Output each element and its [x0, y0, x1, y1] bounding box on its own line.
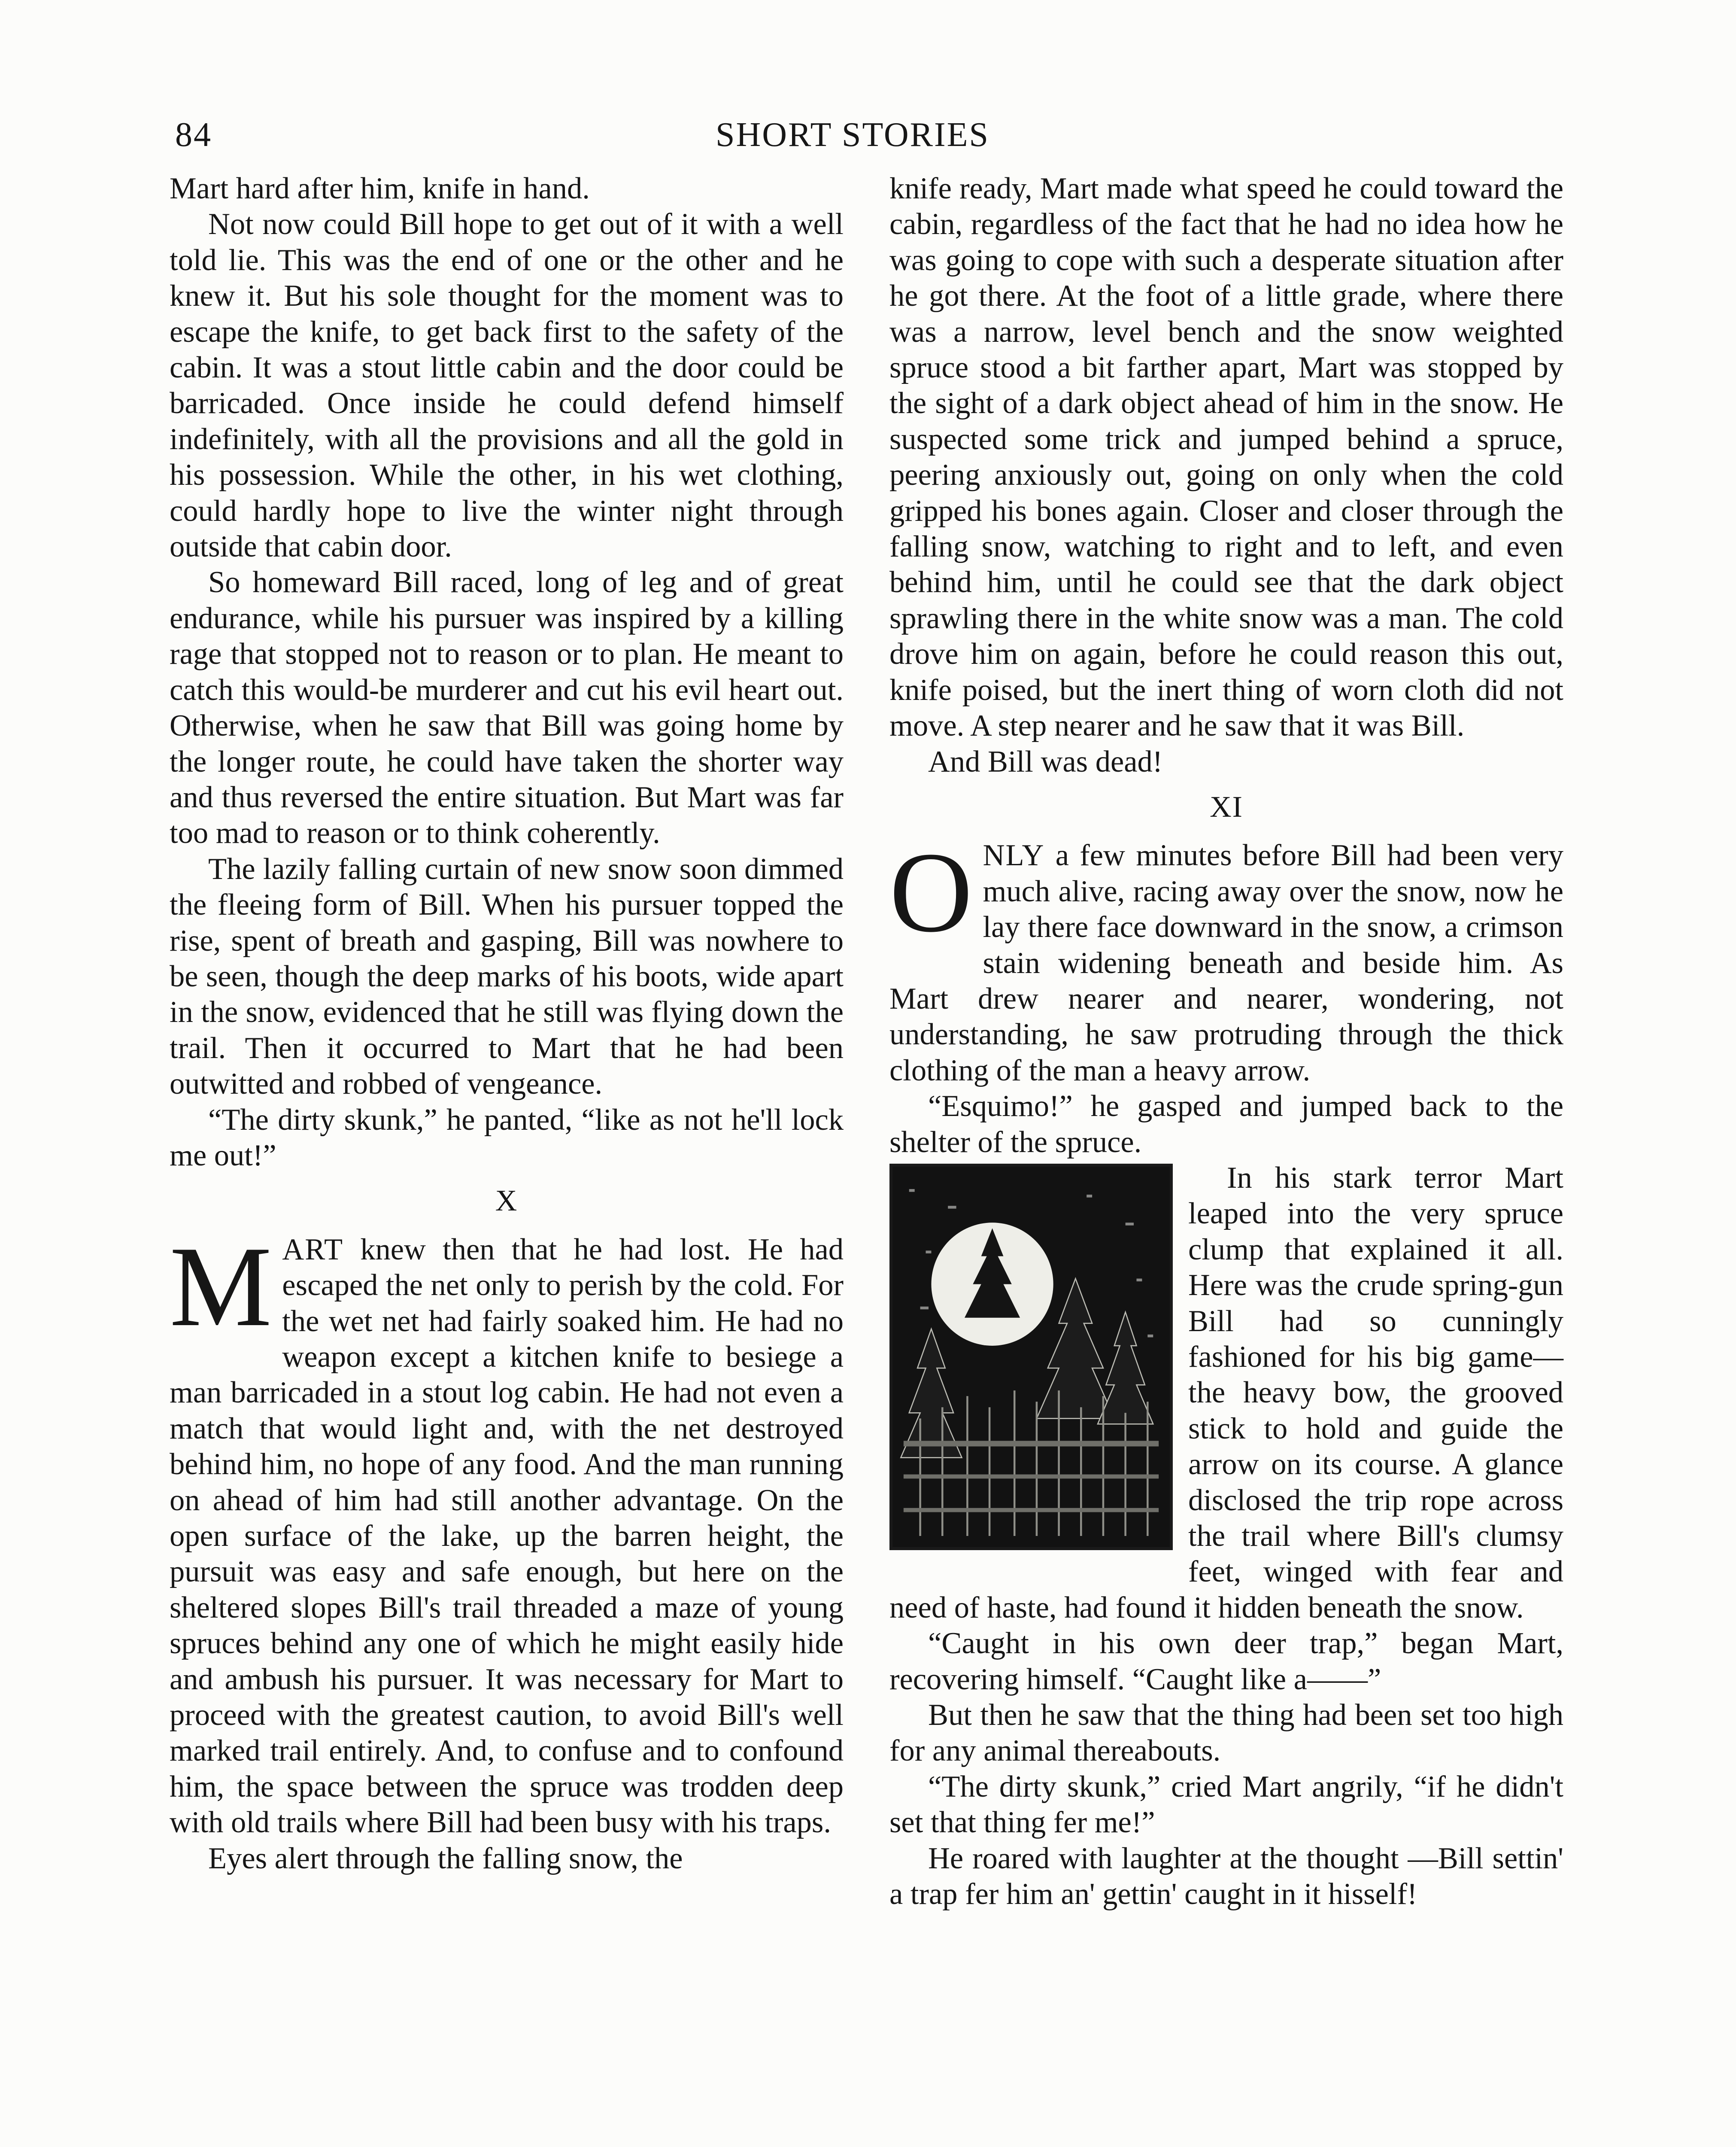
right-column	[889, 171, 1563, 1913]
paragraph: knife ready, Mart made what speed he could toward the cabin, regardless of the fact that he had no idea how he was going to cope with such a desperate situation after he got there. At the foot of a little grade, where there was a narrow, level bench and the snow weighted spruce stood a bit farther apart, Mart was stopped by the sight of a dark object ahead of him in the snow. He suspected some trick and jumped behind a spruce, peering anxiously out, going on only when the cold gripped his bones again. Closer and closer through the falling snow, watching to right and to left, and even behind him, until he could see that the dark object sprawling there in the white snow was a man. The cold drove him on again, before he could reason this out, knife poised, but the inert thing of worn cloth did not move. A step nearer and he saw that it was Bill.	[889, 172, 1563, 743]
paragraph: But then he saw that the thing had been set too high for any animal thereabouts.	[889, 1698, 1563, 1768]
paragraph: So homeward Bill raced, long of leg and of great endurance, while his pursuer was inspired by a killing rage that stopped not to reason or to plan. He meant to catch this would-be murderer and cut his evil heart out. Otherwise, when he saw that Bill was going home by the longer route, he could have taken the shorter way and thus reversed the entire situation. But Mart was far too mad to reason or to think coherently.	[170, 566, 844, 850]
paragraph: And Bill was dead!	[928, 745, 1163, 779]
page-header	[175, 107, 1530, 155]
paragraph: Mart hard after him, knife in hand.	[170, 172, 590, 205]
paragraph: The lazily falling curtain of new snow soon dimmed the fleeing form of Bill. When his pursuer topped the rise, spent of breath and gasping, Bill was nowhere to be seen, though the deep marks of his boots, wide apart in the snow, evidenced that he still was flying down the trail. Then it occurred to Mart that he had been outwitted and robbed of vengeance.	[170, 852, 844, 1101]
paragraph: He roared with laughter at the thought —Bill settin' a trap fer him an' gettin' caught in it hisself!	[889, 1841, 1563, 1911]
drop-cap: O	[889, 828, 973, 956]
section-heading-xi: XI	[1210, 790, 1243, 824]
opening-text: knew then that he had lost. He had escaped the net only to perish by the cold. For the wet net had fairly soaked him. He had no weapon except a kitchen knife to besiege a man barricaded in a stout log cabin. He had not even a match that would light and, with the net destroyed behind him, no hope of any food. And the man running on ahead of him had still another advantage. On the open surface of the lake, up the barren height, the pursuit was easy and safe enough, but here on the sheltered slopes Bill's trail threaded a maze of young spruces behind any one of which he might easily hide and ambush his pursuer. It was necessary for Mart to proceed with the greatest caution, to avoid Bill's well marked trail entirely. And, to confuse and to confound him, the space between the spruce was trodden deep with old trails where Bill had been busy with his traps.	[170, 1232, 844, 1840]
section-opening-paragraph	[889, 828, 1563, 1089]
opening-text: a few minutes before Bill had been very much alive, racing away over the snow, now he lay there face downward in the snow, a crimson stain widening beneath and beside him. As Mart drew nearer and nearer, wondering, not understanding, he saw protruding through the thick clothing of the man a heavy arrow.	[889, 839, 1563, 1087]
page-number: 84	[175, 116, 212, 154]
drop-cap: M	[170, 1222, 272, 1350]
running-title: SHORT STORIES	[715, 116, 990, 154]
paragraph-with-illustration	[889, 1160, 1563, 1626]
paragraph: “The dirty skunk,” cried Mart angrily, “if he didn't set that thing fer me!”	[889, 1770, 1563, 1840]
woodcut-spruce-forest-moon-illustration	[889, 1164, 1173, 1550]
paragraph: “The dirty skunk,” he panted, “like as not he'll lock me out!”	[170, 1103, 844, 1172]
left-column	[170, 171, 844, 1876]
paragraph: “Caught in his own deer trap,” began Mart, recovering himself. “Caught like a——”	[889, 1627, 1563, 1696]
opening-caps: NLY	[983, 839, 1045, 873]
section-heading-x: X	[495, 1184, 518, 1218]
paragraph: Eyes alert through the falling snow, the	[208, 1841, 683, 1875]
paragraph: Not now could Bill hope to get out of it with a well told lie. This was the end of one or the other and he knew it. But his sole thought for the moment was to escape the knife, to get back first to the safety of the cabin. It was a stout little cabin and the door could be barricaded. Once inside he could defend himself indefinitely, with all the provisions and all the gold in his possession. While the other, in his wet clothing, could hardly hope to live the winter night through outside that cabin door.	[170, 207, 844, 564]
paragraph: “Esquimo!” he gasped and jumped back to the shelter of the spruce.	[889, 1089, 1563, 1159]
paragraph-text: In his stark terror Mart leaped into the very spruce clump that explained it all. Here was the crude spring-gun Bill had so cunningly fashioned for his big game—the heavy bow, the grooved stick to hold and guide the arrow on its course. A glance disclosed the trip rope across the trail where Bill's clumsy feet, winged with fear and need of haste, had found it hidden beneath the snow.	[889, 1161, 1563, 1624]
opening-caps: ART	[282, 1232, 344, 1266]
section-opening-paragraph	[170, 1222, 844, 1841]
